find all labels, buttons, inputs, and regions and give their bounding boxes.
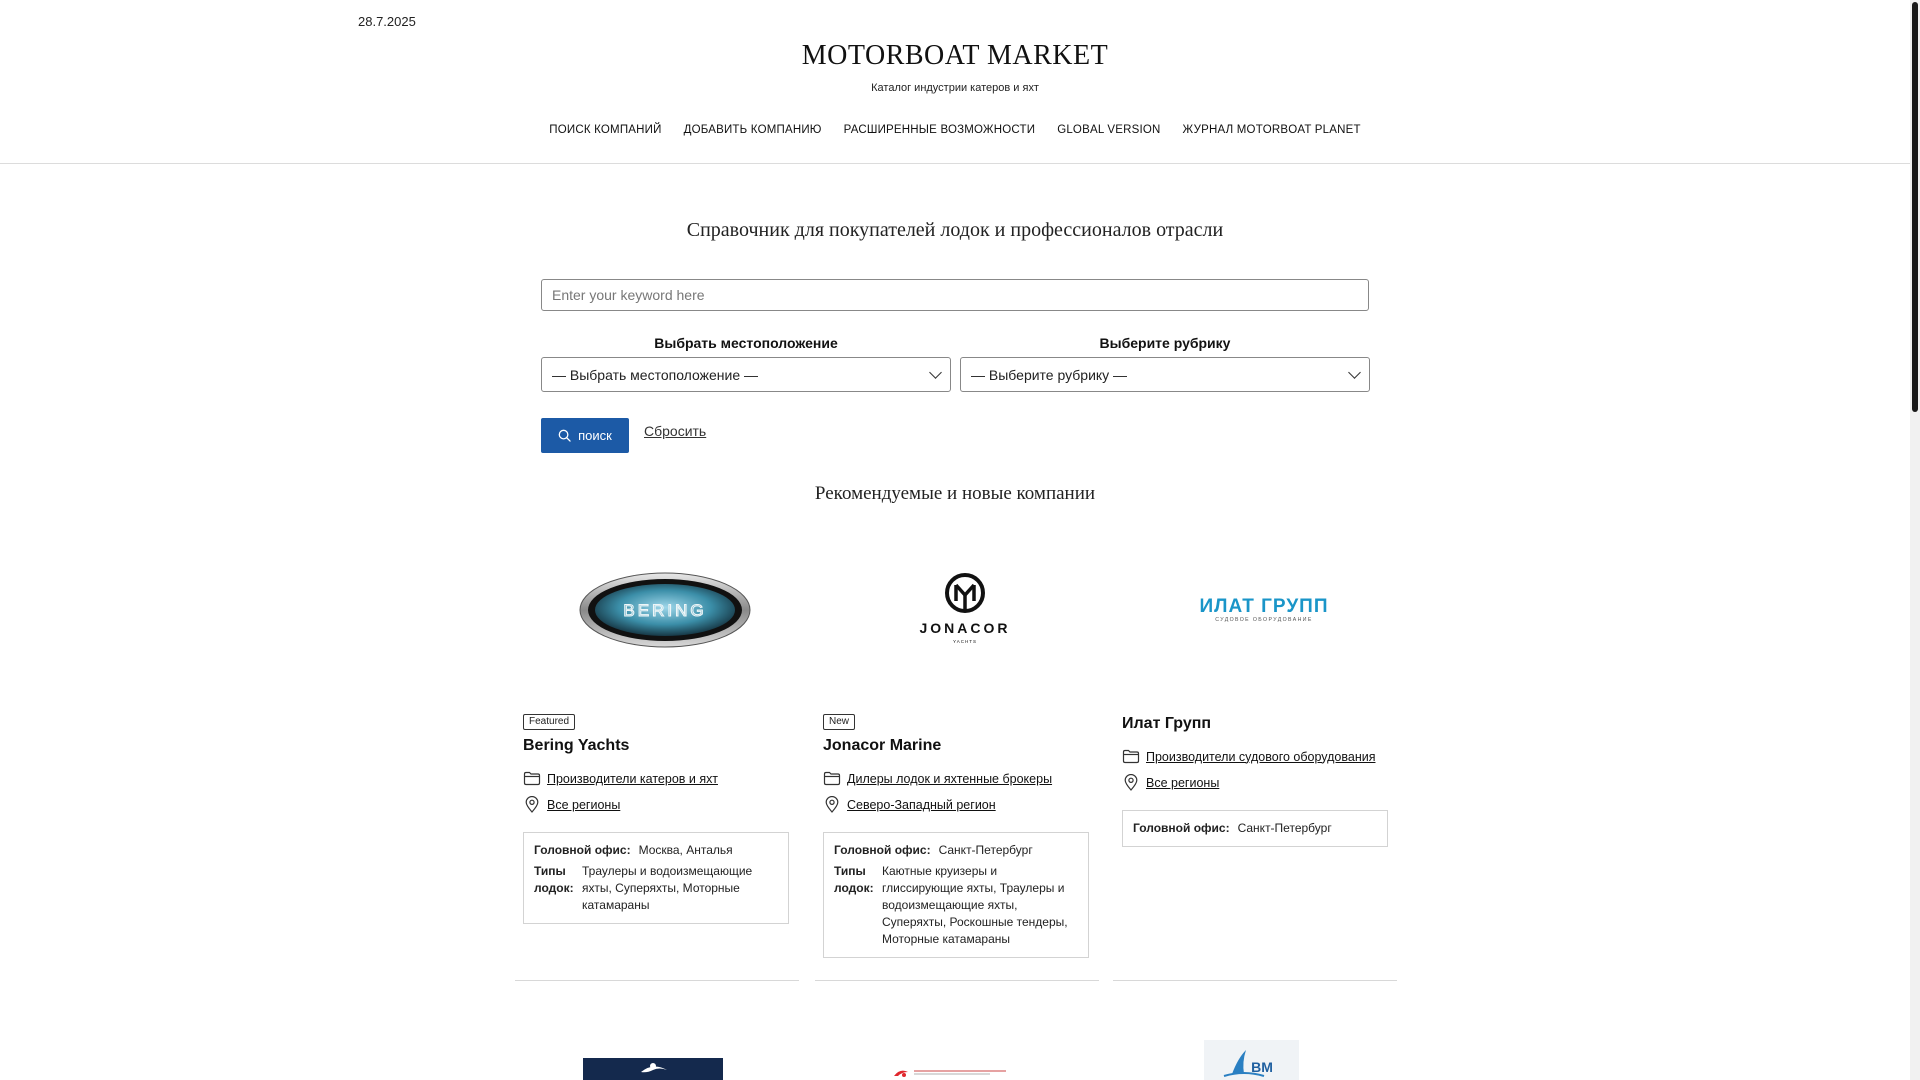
company-category: [1122, 749, 1375, 764]
next-company-logo-1[interactable]: [583, 1058, 723, 1080]
svg-text:ИЛАТ ГРУПП: ИЛАТ ГРУПП: [1199, 596, 1329, 617]
page-scrollbar[interactable]: [1910, 0, 1920, 1080]
svg-text:YACHTS: YACHTS: [953, 639, 977, 644]
head-office-value: Санкт-Петербург: [1237, 821, 1332, 835]
keyword-search-input[interactable]: [541, 279, 1369, 311]
category-link[interactable]: Производители судового оборудования: [1146, 749, 1376, 764]
boat-types-label: Типы лодок:: [534, 864, 574, 895]
nav-item-search-companies[interactable]: ПОИСК КОМПАНИЙ: [549, 124, 662, 136]
company-info-box: [523, 832, 789, 924]
head-office-value: Санкт-Петербург: [938, 843, 1033, 857]
nav-item-magazine[interactable]: ЖУРНАЛ MOTORBOAT PLANET: [1182, 124, 1361, 136]
chevron-down-icon: [1348, 366, 1361, 379]
location-pin-icon: [1122, 774, 1140, 791]
location-select[interactable]: [541, 357, 951, 392]
folder-icon: [1122, 749, 1140, 764]
region-link[interactable]: Все регионы: [1146, 775, 1220, 790]
boat-types-value: Траулеры и водоизмещающие яхты, Суперяхты, Моторные катамараны: [582, 864, 753, 912]
search-button-label: поиск: [578, 428, 612, 443]
next-company-logo-2[interactable]: [890, 1064, 1010, 1080]
next-company-logo-3[interactable]: [1204, 1040, 1299, 1080]
company-name[interactable]: Bering Yachts: [523, 737, 630, 754]
jonacor-logo[interactable]: [823, 535, 1107, 685]
site-title[interactable]: MOTORBOAT MARKET: [801, 40, 1109, 71]
search-button[interactable]: [541, 418, 629, 453]
svg-text:BERING: BERING: [623, 601, 707, 620]
reset-link[interactable]: Сбросить: [644, 423, 707, 439]
chevron-down-icon: [929, 366, 942, 379]
ilat-logo[interactable]: [1122, 535, 1406, 685]
boat-types-value: Каютные круизеры и глиссирующие яхты, Траулеры и водоизмещающие яхты, Суперяхты, Роскошные тендеры, Моторные катамараны: [882, 864, 1068, 946]
nav-item-advanced-features[interactable]: РАСШИРЕННЫЕ ВОЗМОЖНОСТИ: [843, 124, 1036, 136]
company-region: [523, 796, 620, 813]
company-info-box: [1122, 810, 1388, 847]
location-filter-label: Выбрать местоположение: [654, 335, 838, 351]
category-link[interactable]: Дилеры лодок и яхтенные брокеры: [847, 771, 1053, 786]
main-nav: [0, 124, 1910, 136]
card-divider: [1113, 980, 1397, 981]
folder-icon: [823, 771, 841, 786]
category-filter-label: Выберите рубрику: [1099, 335, 1231, 351]
head-office-label: Головной офис:: [1133, 821, 1230, 835]
company-region: [823, 796, 996, 813]
bering-logo[interactable]: [523, 535, 807, 685]
boat-types-label: Типы лодок:: [834, 864, 874, 895]
header-divider: [0, 163, 1910, 164]
head-office-label: Головной офис:: [834, 843, 931, 857]
head-office-label: Головной офис:: [534, 843, 631, 857]
company-name[interactable]: Илат Групп: [1122, 715, 1212, 732]
location-pin-icon: [523, 796, 541, 813]
featured-badge: Featured: [523, 714, 575, 730]
featured-section-title: Рекомендуемые и новые компании: [814, 483, 1096, 504]
category-link[interactable]: Производители катеров и яхт: [547, 771, 718, 786]
current-date: 28.7.2025: [358, 14, 416, 29]
category-select[interactable]: [960, 357, 1370, 392]
site-tagline: Каталог индустрии катеров и яхт: [871, 82, 1039, 94]
card-divider: [515, 980, 799, 981]
nav-item-global-version[interactable]: GLOBAL VERSION: [1057, 124, 1161, 136]
company-info-box: [823, 832, 1089, 958]
search-icon: [558, 429, 571, 442]
region-link[interactable]: Все регионы: [547, 797, 621, 812]
company-category: [823, 771, 1052, 786]
svg-text:JONACOR: JONACOR: [919, 620, 1011, 636]
card-divider: [815, 980, 1099, 981]
company-region: [1122, 774, 1219, 791]
location-pin-icon: [823, 796, 841, 813]
folder-icon: [523, 771, 541, 786]
directory-title: Справочник для покупателей лодок и профессионалов отрасли: [686, 219, 1224, 241]
company-name[interactable]: Jonacor Marine: [823, 737, 942, 754]
nav-item-add-company[interactable]: ДОБАВИТЬ КОМПАНИЮ: [683, 124, 822, 136]
region-link[interactable]: Северо-Западный регион: [847, 797, 996, 812]
category-select-value: — Выберите рубрику —: [971, 366, 1128, 383]
location-select-value: — Выбрать местоположение —: [552, 366, 759, 383]
svg-text:СУДОВОЕ ОБОРУДОВАНИЕ: СУДОВОЕ ОБОРУДОВАНИЕ: [1215, 617, 1313, 623]
head-office-value: Москва, Анталья: [638, 843, 733, 857]
scrollbar-thumb[interactable]: [1912, 2, 1918, 412]
svg-text:BM: BM: [1251, 1059, 1273, 1075]
company-category: [523, 771, 718, 786]
new-badge: New: [823, 714, 855, 730]
